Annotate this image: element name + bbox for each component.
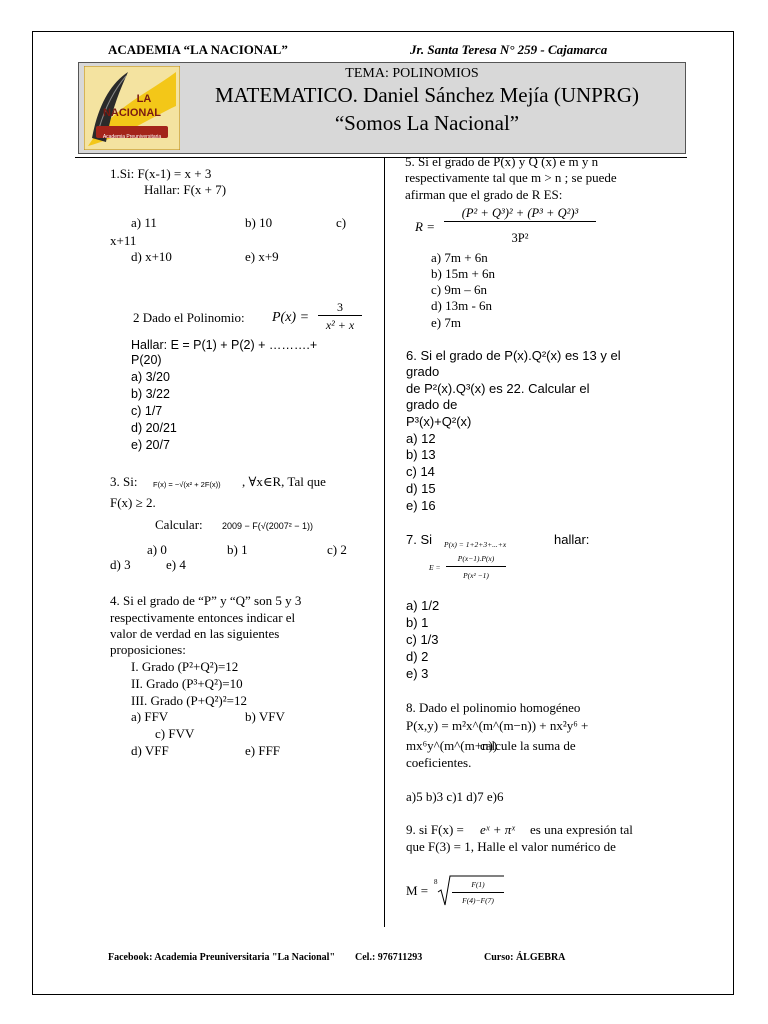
q4-line-1: 4. Si el grado de “P” y “Q” son 5 y 3 <box>110 593 302 608</box>
q1-option-d: d) x+10 <box>131 249 172 264</box>
q3-calc-expression: 2009 − F(√(2007² − 1)) <box>222 521 313 531</box>
q3-option-b: b) 1 <box>227 542 248 557</box>
q1-option-c-value: x+11 <box>110 233 137 248</box>
q7-lead: 7. Si <box>406 532 433 547</box>
q2-intro: 2 Dado el Polinomio: <box>133 310 245 325</box>
q2-find-cont: P(20) <box>131 353 162 367</box>
q4-proposition-3: III. Grado (P+Q²)²=12 <box>131 693 247 708</box>
q7-e-numerator: P(x−1).P(x) <box>446 551 506 567</box>
q7-option-c: c) 1/3 <box>406 632 439 647</box>
q4-proposition-2: II. Grado (P³+Q²)=10 <box>131 676 243 691</box>
q4-option-e: e) FFF <box>245 743 281 758</box>
q5-option-b: b) 15m + 6n <box>431 266 496 281</box>
academy-name: ACADEMIA “LA NACIONAL” <box>108 42 288 57</box>
q9-line-1-expr: eˣ + πˣ <box>480 822 515 837</box>
q7-find: hallar: <box>554 532 590 547</box>
q9-m-numerator: F(1) <box>452 877 504 893</box>
q1-find: Hallar: F(x + 7) <box>144 182 227 197</box>
q7-option-b: b) 1 <box>406 615 429 630</box>
footer-phone: Cel.: 976711293 <box>355 952 423 963</box>
q1-option-c: c) <box>336 215 347 230</box>
logo-caption: Academia Preuniversitaria <box>102 134 162 140</box>
footer-course: Curso: ÁLGEBRA <box>484 952 566 963</box>
q1-option-b: b) 10 <box>245 215 273 230</box>
q1-statement: 1.Si: F(x-1) = x + 3 <box>110 166 212 181</box>
q8-options: a)5 b)3 c)1 d)7 e)6 <box>406 789 504 804</box>
q2-numerator: 3 <box>318 300 362 316</box>
q3-calc-label: Calcular: <box>155 517 203 532</box>
q6-option-e: e) 16 <box>406 498 436 513</box>
q5-r-numerator: (P² + Q³)² + (P³ + Q²)³ <box>444 206 596 222</box>
q9-m-denominator: F(4)−F(7) <box>462 896 494 905</box>
motto: “Somos La Nacional” <box>334 111 520 135</box>
q4-option-b: b) VFV <box>245 709 285 724</box>
q5-r-denominator: 3P² <box>511 231 529 245</box>
q2-px: P(x) = <box>272 310 310 325</box>
q3-condition-2: F(x) ≥ 2. <box>110 495 156 510</box>
q2-option-e: e) 20/7 <box>131 438 170 452</box>
q6-line-4: grado de <box>406 397 458 412</box>
q2-denominator: x² + x <box>325 318 355 332</box>
q4-option-a: a) FFV <box>131 709 169 724</box>
q2-option-b: b) 3/22 <box>131 387 170 401</box>
q4-option-c: c) FVV <box>155 726 195 741</box>
q2-option-a: a) 3/20 <box>131 370 170 384</box>
q3-expression: F(x) = −√(x² + 2F(x)) <box>153 480 221 489</box>
q6-line-2: grado <box>406 364 440 379</box>
q2-option-d: d) 20/21 <box>131 421 177 435</box>
q4-line-3: valor de verdad en las siguientes <box>110 626 280 641</box>
q7-e-denominator: P(x² −1) <box>463 571 489 580</box>
q7-e-label: E = <box>429 563 441 572</box>
q3-option-c: c) 2 <box>327 542 347 557</box>
q9-line-1c: es una expresión tal <box>530 822 633 837</box>
q6-line-5: P³(x)+Q²(x) <box>406 414 472 429</box>
q7-expression: P(x) = 1+2+3+...+x <box>444 540 507 549</box>
q4-proposition-1: I. Grado (P²+Q²)=12 <box>131 659 239 674</box>
q9-m-label: M = <box>406 883 429 898</box>
q1-option-e: e) x+9 <box>245 249 279 264</box>
q8-line-1: 8. Dado el polinomio homogéneo <box>406 700 581 715</box>
q4-line-2: respectivamente entonces indicar el <box>110 610 296 625</box>
q3-option-d: d) 3 <box>110 557 131 572</box>
topic-title: TEMA: POLINOMIOS <box>345 66 479 81</box>
q8-line-3-expr: mx⁶y^(m^(m+n)) <box>406 738 498 753</box>
footer-facebook: Facebook: Academia Preuniversitaria "La Nacional" <box>108 952 336 963</box>
q5-r-label: R = <box>415 219 435 234</box>
q5-option-e: e) 7m <box>431 315 461 330</box>
q9-line-2: que F(3) = 1, Halle el valor numérico de <box>406 839 616 854</box>
q6-option-c: c) 14 <box>406 464 435 479</box>
q6-option-b: b) 13 <box>406 447 436 462</box>
q6-line-1: 6. Si el grado de P(x).Q²(x) es 13 y el <box>406 348 621 363</box>
q6-line-3: de P²(x).Q³(x) es 22. Calcular el <box>406 381 590 396</box>
q5-option-d: d) 13m - 6n <box>431 298 493 313</box>
q6-option-a: a) 12 <box>406 431 436 446</box>
q9-root-index: 8 <box>434 878 438 886</box>
q8-line-3-text: calcule la suma de <box>480 738 576 753</box>
q5-line-2: respectivamente tal que m > n ; se puede <box>405 170 617 185</box>
q1-option-a: a) 11 <box>131 215 157 230</box>
teacher-name: MATEMATICO. Daniel Sánchez Mejía (UNPRG) <box>214 83 639 107</box>
q2-find: Hallar: E = P(1) + P(2) + ……….+ <box>131 338 318 352</box>
q6-option-d: d) 15 <box>406 481 436 496</box>
q3-option-e: e) 4 <box>166 557 186 572</box>
q8-line-2: P(x,y) = m²x^(m^(m−n)) + nx²y⁶ + <box>406 718 589 733</box>
column-divider <box>384 157 385 927</box>
q2-option-c: c) 1/7 <box>131 404 163 418</box>
q3-lead: 3. Si: <box>110 474 138 489</box>
q4-option-d: d) VFF <box>131 743 169 758</box>
q5-line-1: 5. Si el grado de P(x) y Q (x) e m y n <box>405 154 599 169</box>
q7-option-d: d) 2 <box>406 649 429 664</box>
q4-line-4: proposiciones: <box>110 642 186 657</box>
q5-line-3: afirman que el grado de R ES: <box>405 187 563 202</box>
q7-option-e: e) 3 <box>406 666 429 681</box>
q5-option-a: a) 7m + 6n <box>431 250 488 265</box>
q7-option-a: a) 1/2 <box>406 598 440 613</box>
academy-address: Jr. Santa Teresa N° 259 - Cajamarca <box>410 42 608 57</box>
logo-text: LA NACIONAL <box>102 93 162 119</box>
q9-line-1a: 9. si F(x) = <box>406 822 464 837</box>
q8-line-4: coeficientes. <box>406 755 472 770</box>
q3-condition: , ∀x∈R, Tal que <box>242 474 326 489</box>
q5-option-c: c) 9m – 6n <box>431 282 487 297</box>
q3-option-a: a) 0 <box>147 542 167 557</box>
